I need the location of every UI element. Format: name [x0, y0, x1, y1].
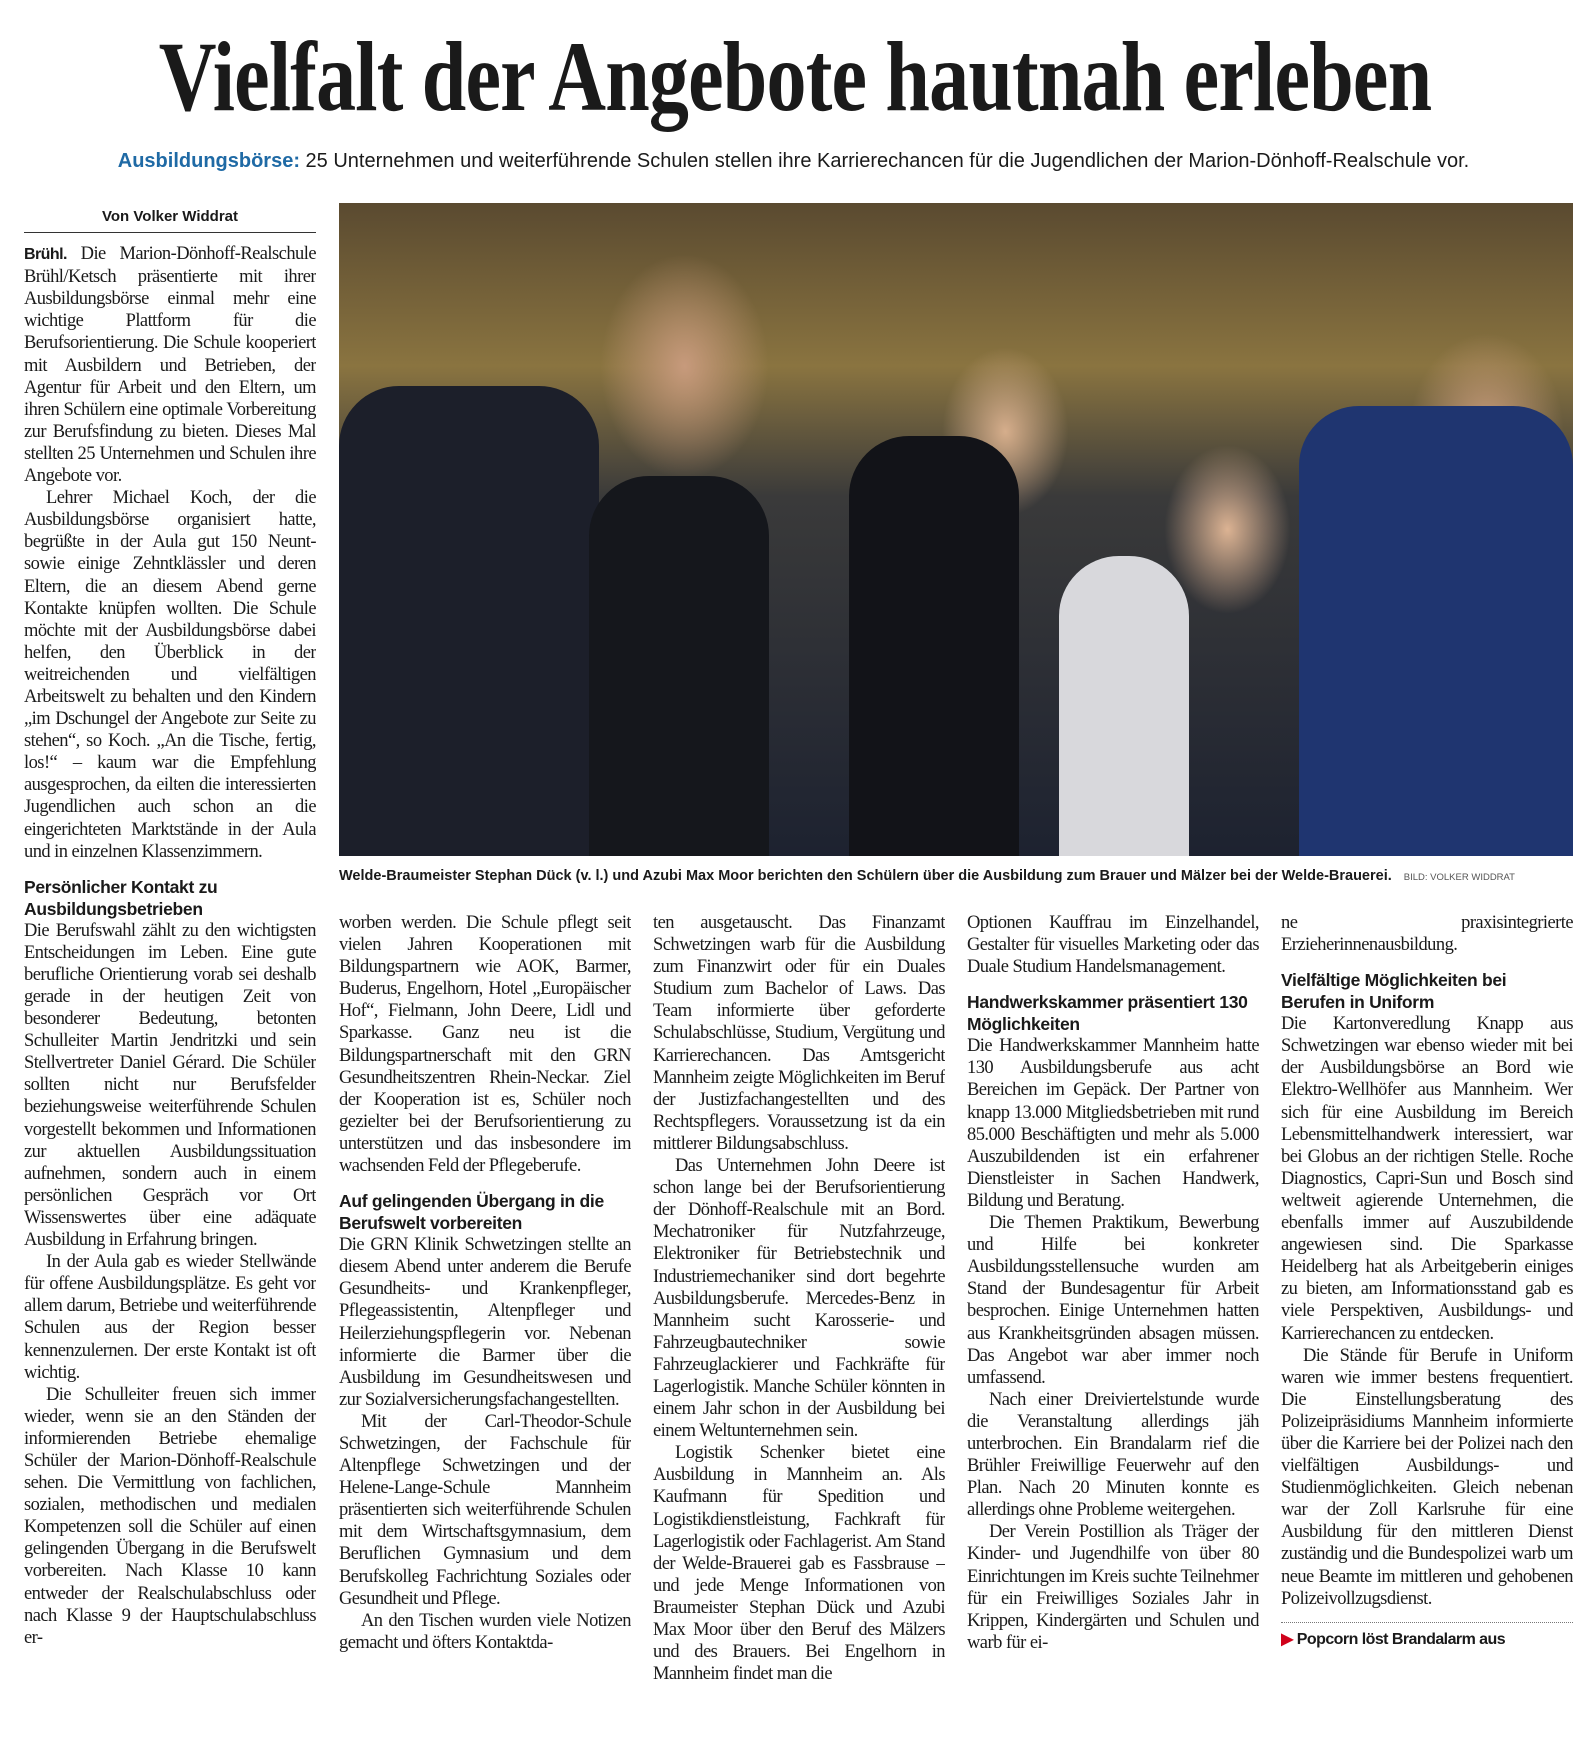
subheading: Handwerkskammer präsentiert 130 Möglichkeiten [967, 992, 1248, 1035]
author-byline: Von Volker Widdrat [24, 206, 316, 233]
paragraph: worben werden. Die Schule pflegt seit vielen Jahren Kooperationen mit Bildungspartnern wie AOK, Barmer, Buderus, Engelhorn, Hotel „Europäischer Hof“, Fielmann, John Deere, Lidl und Sparkasse. Ganz neu ist die Bildungspartnerschaft mit den GRN Gesundheitszentren Rhein-Neckar. Ziel der Kooperation ist es, Schüler noch gezielter bei der Berufsorientierung zu unterstützen und das insbesondere im wachsenden Feld der Pflegeberufe. [339, 913, 631, 1177]
column-1 [24, 206, 316, 1750]
subheading: Persönlicher Kontakt zu Ausbildungsbetrieben [24, 876, 218, 919]
headline: Vielfalt der Angebote hautnah erleben [158, 21, 1432, 132]
paragraph: Der Verein Postillion als Träger der Kinder- und Jugendhilfe von über 80 Einrichtungen im Kreis suchte Teilnehmer für ein Freiwilliges Soziales Jahr in Krippen, Kindergärten und Schulen und warb für ei- [967, 1522, 1259, 1653]
paragraph: Die Stände für Berufe in Uniform waren wie immer bestens frequentiert. Die Einstellungsberatung des Polizeipräsidiums Mannheim informierte über die Karriere bei der Polizei nach den vielfältigen Ausbildungs- und Studienmöglichkeiten. Gleich nebenan war der Zoll Karlsruhe für eine Ausbildung für den mittleren Dienst zuständig und die Bundespolizei warb um neue Beamte im mittleren und gehobenen Polizeivollzugsdienst. [1281, 1345, 1573, 1609]
photo-figure [1059, 556, 1189, 856]
paragraph: Die Themen Praktikum, Bewerbung und Hilfe bei konkreter Ausbildungsstellensuche wurden am Stand der Bundesagentur für Arbeit besprochen. Einige Unternehmen hatten aus Krankheitsgründen absagen müssen. Das Angebot war aber immer noch umfassend. [967, 1213, 1259, 1388]
paragraph [24, 243, 316, 487]
column-4 [967, 912, 1259, 1750]
column-3 [653, 912, 945, 1750]
paragraph: Logistik Schenker bietet eine Ausbildung in Mannheim an. Als Kaufmann für Spedition und Logistikdienstleistung, Fachkraft für Lagerlogistik oder Fachlagerist. Am Stand der Welde-Brauerei gab es Fassbrause – und jede Menge Informationen von Braumeister Stephan Dück und Azubi Max Moor über den Beruf des Mälzers und des Brauers. Bei Engelhorn in Mannheim findet man die [653, 1443, 945, 1685]
photo-figure [339, 386, 599, 856]
caption-text: Welde-Braumeister Stephan Dück (v. l.) und Azubi Max Moor berichten den Schülern über die Ausbildung zum Brauer und Mälzer bei der Welde-Brauerei. [339, 868, 1392, 884]
subtitle-kicker: Ausbildungsbörse: [117, 150, 300, 172]
column-2 [339, 912, 631, 1750]
related-article-link[interactable] [1281, 1622, 1573, 1651]
subtitle [0, 148, 1587, 174]
paragraph: In der Aula gab es wieder Stellwände für offene Ausbildungsplätze. Es geht vor allem darum, Betriebe und weiterführende Schulen aus der Region besser kennenzulernen. Der erste Kontakt ist oft wichtig. [24, 1252, 316, 1383]
paragraph: Die Schulleiter freuen sich immer wieder, wenn sie an den Ständen der informierenden Betriebe ehemalige Schüler der Marion-Dönhoff-Realschule sehen. Die Vermittlung von fachlichen, sozialen, methodischen und medialen Kompetenzen soll die Schüler auf einen gelingenden Übergang in die Berufswelt vorbereiten. Nach Klasse 10 kann entweder der Realschulabschluss oder nach Klasse 9 der Hauptschulabschluss er- [24, 1384, 316, 1648]
paragraph: Mit der Carl-Theodor-Schule Schwetzingen, der Fachschule für Altenpflege Schwetzingen und der Helene-Lange-Schule Mannheim präsentierten sich weiterführende Schulen mit dem Wirtschaftsgymnasium, dem Beruflichen Gymnasium und dem Berufskolleg Fachrichtung Soziales oder Gesundheit und Pflege. [339, 1411, 631, 1609]
photo-figure [849, 436, 1019, 856]
paragraph: Die GRN Klinik Schwetzingen stellte an diesem Abend unter anderem die Berufe Gesundheits- und Krankenpfleger, Pflegeassistentin, Altenpfleger und Heilerziehungspflegerin vor. Nebenan informierte die Barmer über die Ausbildung im Gesundheitswesen und zur Sozialversicherungsfachangestellten. [339, 1235, 631, 1410]
paragraph: Die Handwerkskammer Mannheim hatte 130 Ausbildungsberufe aus acht Bereichen im Gepäck. Der Partner von knapp 13.000 Mitgliedsbetrieben mit rund 85.000 Beschäftigten und mehr als 5.000 Auszubildenden ist ein erfahrener Dienstleister in Sachen Handwerk, Bildung und Beratung. [967, 1036, 1259, 1211]
subtitle-text: 25 Unternehmen und weiterführende Schulen stellen ihre Karrierechancen für die Jugendlichen der Marion-Dönhoff-Realschule vor. [300, 150, 1470, 172]
paragraph: Optionen Kauffrau im Einzelhandel, Gestalter für visuelles Marketing oder das Duale Studium Handelsmanagement. [967, 913, 1259, 978]
paragraph-text: Die Marion-Dönhoff-Realschule Brühl/Ketsch präsentierte mit ihrer Ausbildungsbörse einmal mehr eine wichtige Plattform für die Berufsorientierung. Die Schule kooperiert mit Ausbildern und Betrieben, der Agentur für Arbeit und den Eltern, um ihren Schülern eine optimale Vorbereitung zur Berufsfindung zu bieten. Dieses Mal stellten 25 Unternehmen und Schulen ihre Angebote vor. [24, 244, 316, 487]
paragraph: ten ausgetauscht. Das Finanzamt Schwetzingen warb für die Ausbildung zum Finanzwirt oder für ein Duales Studium zum Bachelor of Laws. Das Team informierte über geforderte Schulabschlüsse, Studium, Vergütung und Karrierechancen. Das Amtsgericht Mannheim zeigte Möglichkeiten im Beruf der Justizfachangestellten und des Rechtspflegers. Voraussetzung ist da ein mittlerer Bildungsabschluss. [653, 913, 945, 1154]
paragraph: Das Unternehmen John Deere ist schon lange bei der Berufsorientierung der Dönhoff-Realschule mit an Bord. Mechatroniker für Nutzfahrzeuge, Elektroniker für Betriebstechnik und Industriemechaniker sind dort begehrte Ausbildungsberufe. Mercedes-Benz in Mannheim sucht Karosserie- und Fahrzeugbautechniker sowie Fahrzeuglackierer und Fachkräfte für Lagerlogistik. Manche Schüler könnten in einem Jahr schon in der Ausbildung bei einem Weltunternehmen sein. [653, 1156, 945, 1442]
column-5 [1281, 912, 1573, 1750]
paragraph: Die Kartonveredlung Knapp aus Schwetzingen war ebenso wieder mit bei der Ausbildungsbörse an Bord wie Elektro-Wellhöfer aus Mannheim. Wer sich für eine Ausbildung im Bereich Lebensmittelhandwerk interessiert, war bei Globus an der richtigen Stelle. Roche Diagnostics, Capri-Sun und Bosch sind weltweit agierende Unternehmen, die ebenfalls immer auf Auszubildende angewiesen sind. Die Sparkasse Heidelberg hat als Arbeitgeberin einiges zu bieten, am Informationsstand gab es viele Perspektiven, Ausbildungs- und Karrierechancen zu entdecken. [1281, 1014, 1573, 1344]
article-photo [339, 203, 1573, 856]
subheading: Vielfältige Möglichkeiten bei Berufen in Uniform [1281, 970, 1507, 1013]
photo-figure [1299, 406, 1573, 856]
paragraph: Lehrer Michael Koch, der die Ausbildungsbörse organisiert hatte, begrüßte in der Aula gut 150 Neunt- sowie einige Zehntklässler und deren Eltern, die an diesem Abend gerne Kontakte knüpfen wollten. Die Schule möchte mit der Ausbildungsbörse dabei helfen, den Überblick in der weitreichenden und vielfältigen Arbeitswelt zu behalten und den Kindern „im Dschungel der Angebote zur Seite zu stehen“, so Koch. „An die Tische, fertig, los!“ – kaum war die Empfehlung ausgesprochen, da eilten die interessierten Jugendlichen auch schon an die eingerichteten Marktstände in der Aula und in einzelnen Klassenzimmern. [24, 488, 316, 862]
photo-credit: BILD: VOLKER WIDDRAT [1403, 872, 1515, 883]
teaser-text: Popcorn löst Brandalarm aus [1296, 1630, 1506, 1648]
paragraph: Die Berufswahl zählt zu den wichtigsten Entscheidungen im Leben. Eine gute berufliche Orientierung vorab sei deshalb gerade in der heutigen Zeit von besonderer Bedeutung, betonten Schulleiter Martin Jendritzki und sein Stellvertreter Daniel Gérard. Die Schüler sollten nicht nur Berufsfelder beziehungsweise weiterführende Schulen vorgestellt bekommen und Informationen zur aktuellen Ausbildungssituation aufnehmen, sondern auch in einem persönlichen Gespräch vor Ort Wissenswertes über eine adäquate Ausbildung in Erfahrung bringen. [24, 920, 316, 1251]
subheading: Auf gelingenden Übergang in die Berufswelt vorbereiten [339, 1191, 604, 1234]
paragraph: ne praxisintegrierte Erzieherinnenausbildung. [1281, 913, 1573, 956]
paragraph: An den Tischen wurden viele Notizen gemacht und öfters Kontaktda- [339, 1610, 631, 1653]
photo-figure [589, 476, 769, 856]
paragraph: Nach einer Dreiviertelstunde wurde die Veranstaltung allerdings jäh unterbrochen. Ein Brandalarm rief die Brühler Freiwillige Feuerwehr auf den Plan. Nach 20 Minuten konnte es allerdings ohne Probleme weitergehen. [967, 1389, 1259, 1521]
triangle-right-icon: ▶ [1281, 1630, 1293, 1648]
dateline: Brühl. [24, 246, 67, 264]
photo-caption [339, 866, 1573, 888]
